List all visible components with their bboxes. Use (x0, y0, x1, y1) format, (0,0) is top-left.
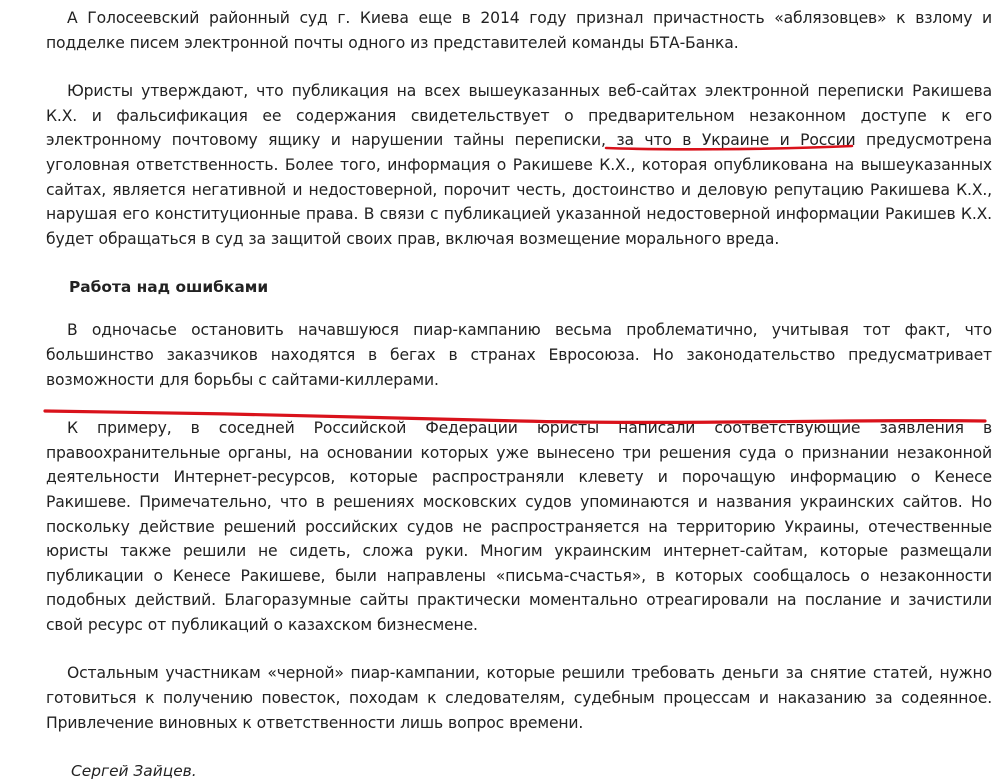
paragraph-campaign (46, 318, 992, 392)
section-heading: Работа над ошибками (69, 278, 269, 297)
paragraph-lawyers-claim-end: предусмотрена уголовная ответственность. Более того, информация о Ракишеве К.Х., которая опубликована на вышеуказанных сайтах, является негативной и недостоверной, порочит честь, достоинство и деловую репутацию Ракишева К.Х., нарушая его конституционные права. В связи с публикацией указанной недостоверной информации Ракишев К.Х. будет обращаться в суд за защитой своих прав, включая возмещение морального вреда. (46, 131, 993, 248)
highlighted-phrase-russian-federation: К примеру, в соседней Российской Федерации юристы написали соответствующие заявления (67, 419, 964, 438)
paragraph-court-ruling-text: А Голосеевский районный суд г. Киева еще в 2014 году признал причастность «аблязовцев» к взлому и подделке писем электронной почты одного из представителей команды БТА-Банка. (46, 9, 992, 52)
paragraph-campaign-text: В одночасье остановить начавшуюся пиар-кампанию весьма проблематично, учитывая тот факт, что большинство заказчиков находятся в бегах в странах Евросоюза. Но законодательство предусматривает возможности для борьбы с сайтами-киллерами. (46, 321, 992, 389)
author-signature: Сергей Зайцев. (71, 762, 197, 781)
paragraph-remaining-participants (46, 661, 992, 735)
paragraph-russian-example-rest: в правоохранительные органы, на основании которых уже вынесено три решения суда о признании незаконной деятельности Интернет-ресурсов, которые распространяли клевету и порочащую информацию о Кенесе Ракишеве. Примечательно, что в решениях московских судов упоминаются и названия украинских сайтов. Но поскольку действие решений российских судов не распространяется на территорию Украины, отечественные юристы также решили не сидеть, сложа руки. Многим украинским интернет-сайтам, которые размещали публикации о Кенесе Ракишеве, были направлены «письма-счастья», в которых сообщалось о незаконности подобных действий. Благоразумные сайты практически моментально отреагировали на послание и зачистили свой ресурс от публикаций о казахском бизнесмене. (46, 419, 992, 634)
paragraph-court-ruling (46, 6, 992, 55)
paragraph-remaining-participants-text: Остальным участникам «черной» пиар-кампании, которые решили требовать деньги за снятие статей, нужно готовиться к получению повесток, походам к следователям, судебным процессам и наказанию за содеянное. Привлечение виновных к ответственности лишь вопрос времени. (46, 664, 992, 732)
highlighted-phrase-ukraine-russia: за что в Украине и России (616, 131, 856, 150)
paragraph-russian-example (46, 416, 992, 637)
paragraph-lawyers-claim (46, 79, 992, 251)
paragraph-lawyers-claim-start: Юристы утверждают, что публикация на всех вышеуказанных веб-сайтах электронной переписки Ракишева К.Х. и фальсификация ее содержания свидетельствует о предварительном незаконном доступе к его электронному почтовому ящику и нарушении тайны переписки, (46, 82, 992, 150)
article-body (46, 6, 992, 783)
